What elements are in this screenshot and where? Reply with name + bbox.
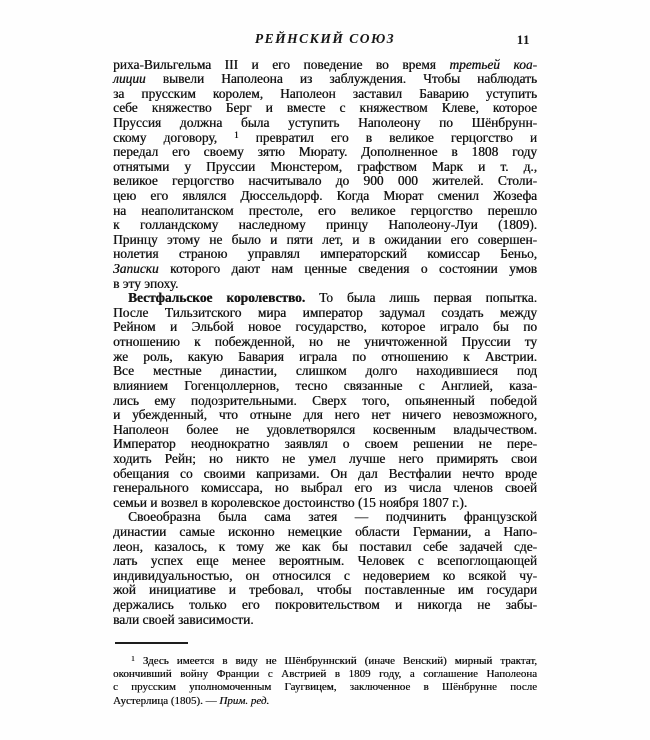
text-line [113, 583, 537, 598]
text-line [113, 668, 537, 681]
text-segment: Своеобразна была сама затея — подчинить французской [128, 509, 537, 525]
text-segment: вали своей зависимости. [113, 611, 254, 627]
text-line [113, 408, 537, 423]
text-segment: отнятыми у Пруссии Мюнстером, графством Марк и т. д., [113, 158, 537, 174]
text-segment: окончивший войну Франции с Австрией в 1809 году, а соглашение Наполеона [113, 668, 537, 681]
text-line [113, 58, 537, 73]
footnote-separator [115, 642, 188, 644]
text-line [113, 540, 537, 555]
text-segment: великое герцогство насчитывало до 900 000 жителей. Столи- [113, 173, 537, 189]
text-line [113, 423, 537, 438]
text-segment: держались только его покровительством и никогда не забы- [113, 597, 537, 613]
text-line [113, 481, 537, 496]
paragraph [113, 510, 537, 627]
paragraph [113, 291, 537, 510]
text-line [113, 525, 537, 540]
text-line [113, 72, 537, 87]
text-block [113, 58, 537, 628]
footnote-block [113, 655, 537, 708]
text-segment: индивидуальностью, он относился с недоверием ко всякой чу- [113, 567, 537, 583]
text-segment: себе княжество Берг и вместе с княжеством Клеве, которое [113, 100, 537, 116]
page-number: 11 [516, 32, 530, 47]
text-segment: обещания со своими капризами. Он дал Вестфалии нечто вроде [113, 465, 537, 481]
text-segment: После Тильзитского мира император задумал создать между [113, 304, 537, 320]
text-line [113, 101, 537, 116]
text-segment: скому договору, [113, 129, 235, 145]
text-line [113, 174, 537, 189]
text-line [113, 291, 537, 306]
text-segment: цею его являлся Дюссельдорф. Когда Мюрат сменил Жозефа [113, 187, 537, 203]
text-line [113, 379, 537, 394]
text-line [113, 695, 537, 708]
text-segment: влиянием Гогенцоллернов, тесно связанные с Англией, каза- [113, 377, 537, 393]
text-line [113, 613, 537, 628]
text-line [113, 233, 537, 248]
text-line [113, 247, 537, 262]
text-line [113, 116, 537, 131]
text-segment: Аустерлица (1805). — [113, 694, 220, 707]
text-line [113, 554, 537, 569]
text-segment: лись ему подозрительными. Сверх того, опьяненный победой [113, 392, 537, 408]
text-segment: и убежденный, что отныне для него нет ничего невозможного, [113, 407, 537, 423]
text-line [113, 320, 537, 335]
text-segment: леон, казалось, к тому же как бы поставил себе задачей сде- [113, 538, 537, 554]
text-line [113, 131, 537, 146]
text-line [113, 364, 537, 379]
text-segment: Рейном и Эльбой новое государство, которое играло бы по [113, 319, 537, 335]
text-line [113, 598, 537, 613]
text-segment: ходить Рейн; но никто не умел лучше него примирять свои [113, 450, 537, 466]
text-line [113, 655, 537, 668]
text-segment: Все местные династии, слишком долго находившиеся под [113, 363, 537, 379]
text-line [113, 452, 537, 467]
text-line [113, 189, 537, 204]
text-segment: риха-Вильгельма III и его поведение во время [113, 56, 450, 72]
text-line [113, 467, 537, 482]
text-line [113, 262, 537, 277]
text-segment: Пруссия должна была уступить Наполеону по Шёнбрунн- [113, 114, 537, 130]
text-line [113, 681, 537, 694]
text-line [113, 335, 537, 350]
text-segment: нолетия страною управлял императорский комиссар Беньо, [113, 246, 537, 262]
footnote-marker: 1 [131, 654, 135, 663]
text-line [113, 218, 537, 233]
text-segment: жой инициативе и требовал, чтобы поставленные им государи [113, 582, 537, 598]
text-segment: Наполеон более не удовлетворялся косвенным владычеством. [113, 421, 537, 437]
text-segment: же роль, какую Бавария играла по отношению к Австрии. [113, 348, 537, 364]
footnote-marker: 1 [234, 129, 239, 140]
text-line [113, 87, 537, 102]
text-segment: вывели Наполеона из заблуждения. Чтобы наблюдать [145, 71, 537, 87]
text-line [113, 277, 537, 292]
text-segment: Записки [113, 261, 159, 277]
text-segment: Здесь имеется в виду не Шёнбруннский (иначе Венский) мирный трактат, [134, 655, 537, 667]
text-segment: в эту эпоху. [113, 275, 179, 291]
text-line [113, 350, 537, 365]
text-segment: передал его своему зятю Мюрату. Дополненное в 1808 году [113, 144, 537, 160]
text-line [113, 394, 537, 409]
text-segment: отношению к побежденной, но не уничтоженной Пруссии ту [113, 334, 537, 350]
paragraph [113, 58, 537, 292]
text-line [113, 437, 537, 452]
text-line [113, 569, 537, 584]
text-segment: Император неоднократно заявлял о своем решении не пере- [113, 436, 537, 452]
text-segment: генерального комиссара, но выбрал его из числа членов своей [113, 480, 537, 496]
text-segment: на неаполитанском престоле, его великое герцогство перешло [113, 202, 537, 218]
page-header [113, 31, 537, 49]
text-segment: семьи и возвел в королевское достоинство (15 ноября 1807 г.). [113, 494, 468, 510]
text-segment: за прусским королем, Наполеон заставил Баварию уступить [113, 85, 537, 101]
text-segment: То была лишь первая попытка. [305, 290, 537, 306]
text-line [113, 160, 537, 175]
text-segment: Прим. ред. [219, 694, 270, 707]
text-line [113, 496, 537, 511]
text-line [113, 510, 537, 525]
text-segment: к голландскому наследному принцу Наполеону-Луи (1809). [113, 217, 537, 233]
text-line [113, 204, 537, 219]
text-segment: Вестфальское королевство. [128, 290, 306, 306]
text-segment: династии самые исконно немецкие области Германии, а Напо- [113, 524, 537, 539]
text-segment: лиции [113, 71, 146, 87]
text-segment: которого дают нам ценные сведения о состоянии умов [158, 261, 537, 277]
text-segment: превратил его в великое герцогство и [238, 129, 537, 145]
text-segment: с прусским уполномоченным Гаугвицем, заключенное в Шёнбрунне после [113, 681, 537, 694]
text-segment: Принцу этому не было и пяти лет, и в ожидании его совершен- [113, 231, 537, 247]
text-line [113, 306, 537, 321]
running-title: РЕЙНСКИЙ СОЮЗ [254, 31, 396, 46]
text-line [113, 145, 537, 160]
text-segment: третьей коа- [449, 56, 537, 72]
text-segment: лать успех еще менее вероятным. Человек с всепоглощающей [113, 553, 537, 569]
